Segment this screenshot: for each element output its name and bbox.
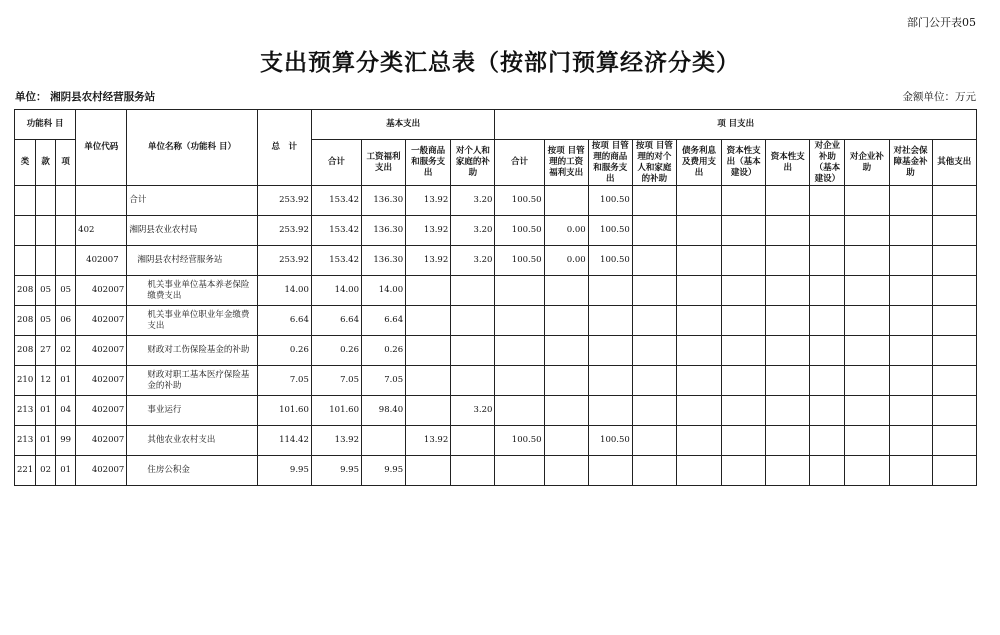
cell-goods <box>406 366 451 396</box>
header-ent: 对企业补助 <box>845 140 889 186</box>
cell-goods: 13.92 <box>406 246 451 276</box>
cell-empty <box>722 246 766 276</box>
cell-empty <box>932 216 976 246</box>
cell-personal: 3.20 <box>451 186 495 216</box>
cell-proj-sum <box>495 276 544 306</box>
cell-total: 253.92 <box>257 246 311 276</box>
cell-proj-goods: 100.50 <box>588 216 632 246</box>
cell-kuan: 01 <box>36 426 56 456</box>
cell-empty <box>722 216 766 246</box>
cell-kuan: 27 <box>36 336 56 366</box>
cell-empty <box>845 396 889 426</box>
cell-lei <box>15 246 36 276</box>
cell-goods: 13.92 <box>406 186 451 216</box>
header-func-subject: 功能科 目 <box>15 110 76 140</box>
cell-empty <box>810 246 845 276</box>
cell-empty <box>810 276 845 306</box>
cell-personal <box>451 306 495 336</box>
cell-proj-goods <box>588 456 632 486</box>
cell-personal: 3.20 <box>451 216 495 246</box>
cell-kuan: 12 <box>36 366 56 396</box>
cell-empty <box>810 216 845 246</box>
table-row <box>15 456 977 486</box>
cell-empty <box>845 216 889 246</box>
cell-proj-goods <box>588 366 632 396</box>
cell-xiang: 05 <box>56 276 76 306</box>
cell-proj-goods: 100.50 <box>588 246 632 276</box>
header-other: 其他支出 <box>932 140 976 186</box>
cell-unit-code: 402 <box>76 216 127 246</box>
cell-empty <box>632 186 676 216</box>
cell-empty <box>766 246 810 276</box>
cell-empty <box>722 186 766 216</box>
cell-total: 6.64 <box>257 306 311 336</box>
header-basic-sum: 合计 <box>311 140 361 186</box>
cell-empty <box>810 396 845 426</box>
cell-empty <box>632 336 676 366</box>
header-unit-code: 单位代码 <box>76 110 127 186</box>
document-code: 部门公开表05 <box>907 16 976 29</box>
page-title: 支出预算分类汇总表（按部门预算经济分类） <box>260 50 740 76</box>
cell-personal <box>451 336 495 366</box>
cell-personal <box>451 366 495 396</box>
cell-proj-wage <box>544 396 588 426</box>
header-row-1 <box>15 110 977 140</box>
cell-kuan <box>36 216 56 246</box>
cell-lei: 208 <box>15 336 36 366</box>
cell-personal <box>451 456 495 486</box>
cell-total: 14.00 <box>257 276 311 306</box>
amount-unit-label: 金额单位：万元 <box>902 91 976 103</box>
cell-wage: 136.30 <box>362 186 406 216</box>
cell-empty <box>632 216 676 246</box>
cell-basic-sum: 9.95 <box>311 456 361 486</box>
cell-xiang: 01 <box>56 366 76 396</box>
cell-empty <box>810 456 845 486</box>
cell-proj-sum: 100.50 <box>495 426 544 456</box>
cell-lei: 208 <box>15 276 36 306</box>
cell-empty <box>722 366 766 396</box>
cell-basic-sum: 101.60 <box>311 396 361 426</box>
cell-xiang: 99 <box>56 426 76 456</box>
cell-xiang: 04 <box>56 396 76 426</box>
cell-empty <box>676 456 721 486</box>
cell-wage: 136.30 <box>362 216 406 246</box>
cell-empty <box>676 336 721 366</box>
cell-personal: 3.20 <box>451 396 495 426</box>
cell-xiang: 06 <box>56 306 76 336</box>
cell-empty <box>889 396 932 426</box>
cell-personal: 3.20 <box>451 246 495 276</box>
cell-empty <box>632 276 676 306</box>
cell-basic-sum: 0.26 <box>311 336 361 366</box>
cell-unit-code: 402007 <box>76 336 127 366</box>
cell-empty <box>632 426 676 456</box>
cell-proj-sum <box>495 396 544 426</box>
cell-empty <box>810 366 845 396</box>
cell-wage: 136.30 <box>362 246 406 276</box>
cell-empty <box>889 306 932 336</box>
cell-empty <box>722 396 766 426</box>
cell-total: 9.95 <box>257 456 311 486</box>
table-row <box>15 216 977 246</box>
cell-empty <box>810 426 845 456</box>
cell-goods <box>406 336 451 366</box>
table-row <box>15 366 977 396</box>
cell-xiang <box>56 246 76 276</box>
cell-basic-sum: 153.42 <box>311 246 361 276</box>
cell-unit-name: 机关事业单位基本养老保险缴费支出 <box>127 276 257 306</box>
cell-total: 0.26 <box>257 336 311 366</box>
cell-kuan: 05 <box>36 306 56 336</box>
cell-proj-goods: 100.50 <box>588 186 632 216</box>
cell-empty <box>889 426 932 456</box>
cell-wage: 14.00 <box>362 276 406 306</box>
cell-total: 253.92 <box>257 186 311 216</box>
cell-proj-sum: 100.50 <box>495 246 544 276</box>
table-row <box>15 246 977 276</box>
header-goods: 一般商品和服务支出 <box>406 140 451 186</box>
header-proj-wage: 按项 目管理的工资福利支出 <box>544 140 588 186</box>
header-project: 项 目支出 <box>495 110 977 140</box>
cell-unit-name: 事业运行 <box>127 396 257 426</box>
cell-unit-code: 402007 <box>76 276 127 306</box>
cell-unit-name: 机关事业单位职业年金缴费支出 <box>127 306 257 336</box>
cell-empty <box>766 396 810 426</box>
cell-basic-sum: 7.05 <box>311 366 361 396</box>
cell-kuan <box>36 246 56 276</box>
unit-info-row <box>15 89 976 103</box>
cell-xiang <box>56 186 76 216</box>
cell-empty <box>889 456 932 486</box>
cell-empty <box>676 426 721 456</box>
cell-empty <box>932 456 976 486</box>
header-debt: 债务利息及费用支出 <box>676 140 721 186</box>
header-social: 对社会保障基金补助 <box>889 140 932 186</box>
cell-wage: 98.40 <box>362 396 406 426</box>
table-row <box>15 426 977 456</box>
cell-proj-goods <box>588 306 632 336</box>
cell-empty <box>932 306 976 336</box>
cell-empty <box>632 396 676 426</box>
cell-unit-code: 402007 <box>76 426 127 456</box>
cell-personal <box>451 426 495 456</box>
header-xiang: 项 <box>56 140 76 186</box>
cell-empty <box>932 186 976 216</box>
cell-proj-goods <box>588 336 632 366</box>
cell-empty <box>722 306 766 336</box>
cell-basic-sum: 153.42 <box>311 216 361 246</box>
cell-empty <box>932 246 976 276</box>
header-proj-goods: 按项 目管理的商品和服务支出 <box>588 140 632 186</box>
cell-empty <box>932 366 976 396</box>
cell-total: 7.05 <box>257 366 311 396</box>
cell-unit-code: 402007 <box>76 456 127 486</box>
cell-total: 253.92 <box>257 216 311 246</box>
cell-proj-wage <box>544 456 588 486</box>
cell-empty <box>845 456 889 486</box>
table-row <box>15 276 977 306</box>
cell-empty <box>889 366 932 396</box>
header-basic: 基本支出 <box>311 110 495 140</box>
cell-unit-code: 402007 <box>76 366 127 396</box>
table-row <box>15 396 977 426</box>
cell-kuan: 05 <box>36 276 56 306</box>
cell-unit-name: 财政对职工基本医疗保险基金的补助 <box>127 366 257 396</box>
cell-empty <box>845 186 889 216</box>
cell-empty <box>810 186 845 216</box>
cell-empty <box>766 216 810 246</box>
header-capital-basic: 资本性支出（基本建设） <box>722 140 766 186</box>
cell-proj-wage: 0.00 <box>544 216 588 246</box>
cell-unit-name: 财政对工伤保险基金的补助 <box>127 336 257 366</box>
cell-wage: 0.26 <box>362 336 406 366</box>
header-total: 总 计 <box>257 110 311 186</box>
cell-lei: 208 <box>15 306 36 336</box>
cell-xiang: 02 <box>56 336 76 366</box>
table-row <box>15 336 977 366</box>
cell-empty <box>932 396 976 426</box>
cell-empty <box>766 366 810 396</box>
cell-empty <box>889 246 932 276</box>
cell-unit-code <box>76 186 127 216</box>
cell-proj-wage <box>544 186 588 216</box>
cell-wage: 6.64 <box>362 306 406 336</box>
cell-basic-sum: 153.42 <box>311 186 361 216</box>
header-proj-personal: 按项 目管理的对个人和家庭的补助 <box>632 140 676 186</box>
cell-empty <box>676 276 721 306</box>
cell-empty <box>766 186 810 216</box>
cell-kuan: 01 <box>36 396 56 426</box>
cell-empty <box>766 336 810 366</box>
cell-proj-wage <box>544 336 588 366</box>
cell-unit-code: 402007 <box>76 396 127 426</box>
cell-proj-goods <box>588 276 632 306</box>
unit-label: 单位： 湘阴县农村经营服务站 <box>15 91 156 103</box>
cell-empty <box>810 336 845 366</box>
cell-basic-sum: 13.92 <box>311 426 361 456</box>
cell-empty <box>676 216 721 246</box>
cell-lei: 210 <box>15 366 36 396</box>
header-lei: 类 <box>15 140 36 186</box>
cell-lei: 213 <box>15 396 36 426</box>
header-wage: 工资福利支出 <box>362 140 406 186</box>
cell-basic-sum: 14.00 <box>311 276 361 306</box>
header-capital: 资本性支出 <box>766 140 810 186</box>
cell-goods <box>406 306 451 336</box>
cell-empty <box>889 186 932 216</box>
cell-wage: 9.95 <box>362 456 406 486</box>
cell-total: 101.60 <box>257 396 311 426</box>
cell-empty <box>932 276 976 306</box>
cell-empty <box>845 276 889 306</box>
cell-empty <box>632 246 676 276</box>
cell-empty <box>766 426 810 456</box>
header-personal: 对个人和家庭的补助 <box>451 140 495 186</box>
header-proj-sum: 合计 <box>495 140 544 186</box>
cell-unit-name: 其他农业农村支出 <box>127 426 257 456</box>
cell-empty <box>889 336 932 366</box>
cell-empty <box>676 246 721 276</box>
cell-empty <box>932 426 976 456</box>
cell-empty <box>932 336 976 366</box>
cell-empty <box>845 246 889 276</box>
cell-empty <box>676 366 721 396</box>
cell-unit-name: 湘阴县农业农村局 <box>127 216 257 246</box>
cell-proj-sum: 100.50 <box>495 216 544 246</box>
header-kuan: 款 <box>36 140 56 186</box>
cell-proj-sum <box>495 336 544 366</box>
cell-proj-sum <box>495 456 544 486</box>
cell-empty <box>632 456 676 486</box>
cell-proj-sum: 100.50 <box>495 186 544 216</box>
cell-xiang <box>56 216 76 246</box>
cell-lei <box>15 186 36 216</box>
cell-proj-wage <box>544 276 588 306</box>
table-row <box>15 186 977 216</box>
cell-empty <box>845 336 889 366</box>
cell-empty <box>632 306 676 336</box>
cell-proj-wage <box>544 426 588 456</box>
cell-lei: 221 <box>15 456 36 486</box>
cell-empty <box>722 276 766 306</box>
cell-total: 114.42 <box>257 426 311 456</box>
cell-goods: 13.92 <box>406 426 451 456</box>
cell-proj-goods: 100.50 <box>588 426 632 456</box>
cell-basic-sum: 6.64 <box>311 306 361 336</box>
cell-goods <box>406 276 451 306</box>
cell-unit-code: 402007 <box>76 246 127 276</box>
cell-goods <box>406 396 451 426</box>
table-row <box>15 306 977 336</box>
cell-lei <box>15 216 36 246</box>
cell-proj-wage <box>544 306 588 336</box>
cell-unit-name: 湘阴县农村经营服务站 <box>127 246 257 276</box>
cell-proj-wage: 0.00 <box>544 246 588 276</box>
cell-lei: 213 <box>15 426 36 456</box>
cell-kuan <box>36 186 56 216</box>
cell-wage <box>362 426 406 456</box>
cell-empty <box>722 336 766 366</box>
cell-wage: 7.05 <box>362 366 406 396</box>
cell-empty <box>766 306 810 336</box>
cell-goods <box>406 456 451 486</box>
cell-empty <box>766 456 810 486</box>
cell-empty <box>676 396 721 426</box>
cell-empty <box>766 276 810 306</box>
cell-empty <box>889 276 932 306</box>
cell-proj-sum <box>495 306 544 336</box>
cell-kuan: 02 <box>36 456 56 486</box>
header-unit-name: 单位名称（功能科 目） <box>127 110 257 186</box>
cell-empty <box>722 456 766 486</box>
cell-proj-sum <box>495 366 544 396</box>
cell-empty <box>845 426 889 456</box>
cell-empty <box>889 216 932 246</box>
cell-personal <box>451 276 495 306</box>
cell-empty <box>845 366 889 396</box>
cell-unit-code: 402007 <box>76 306 127 336</box>
cell-empty <box>845 306 889 336</box>
cell-unit-name: 住房公积金 <box>127 456 257 486</box>
cell-empty <box>722 426 766 456</box>
cell-unit-name: 合计 <box>127 186 257 216</box>
cell-xiang: 01 <box>56 456 76 486</box>
cell-empty <box>810 306 845 336</box>
header-ent-basic: 对企业补助（基本建设） <box>810 140 845 186</box>
cell-empty <box>632 366 676 396</box>
cell-proj-goods <box>588 396 632 426</box>
cell-empty <box>676 186 721 216</box>
cell-goods: 13.92 <box>406 216 451 246</box>
cell-empty <box>676 306 721 336</box>
cell-proj-wage <box>544 366 588 396</box>
budget-table <box>14 109 977 486</box>
